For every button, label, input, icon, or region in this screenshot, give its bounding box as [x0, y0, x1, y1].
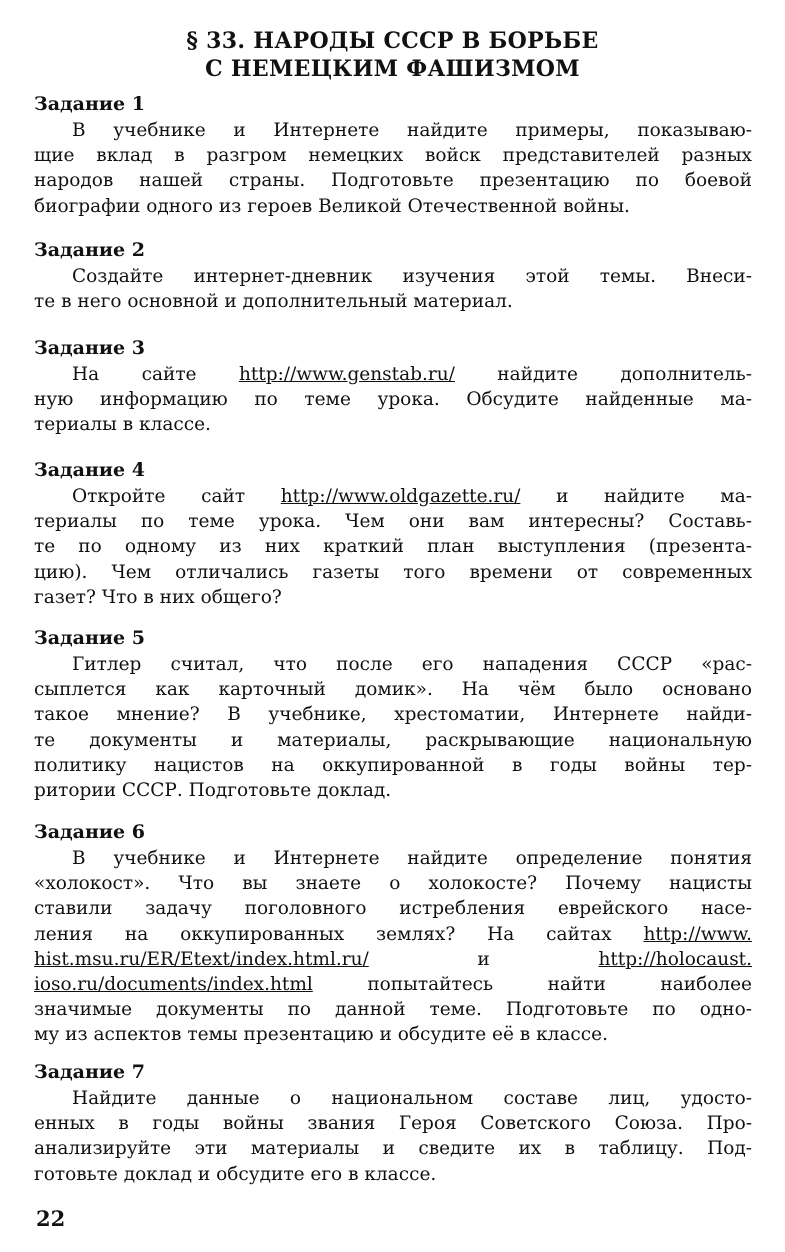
- text-line: значимые документы по данной теме. Подготовьте по одно-: [34, 999, 752, 1021]
- text-line: щие вклад в разгром немецких войск представителей разных: [34, 145, 752, 167]
- text-line: енных в годы войны звания Героя Советского Союза. Про-: [34, 1113, 752, 1135]
- task-4: [34, 458, 752, 610]
- text-fragment: найдите дополнитель-: [454, 364, 752, 385]
- section-title-line-1: § 33. НАРОДЫ СССР В БОРЬБЕ: [186, 28, 599, 54]
- text-line: [34, 362, 752, 387]
- text-line: В учебнике и Интернете найдите примеры, показываю-: [72, 120, 752, 141]
- text-line: [34, 484, 752, 509]
- genstab-link[interactable]: http://www.genstab.ru/: [238, 364, 455, 385]
- text-fragment: и найдите ма-: [520, 486, 752, 507]
- task-heading: Задание 1: [34, 93, 145, 115]
- text-line: [34, 922, 752, 947]
- text-line: биографии одного из героев Великой Отечественной войны.: [34, 195, 630, 217]
- task-text: [34, 118, 752, 219]
- task-6: [34, 820, 752, 1048]
- page-number: 22: [36, 1206, 66, 1231]
- task-heading: Задание 7: [34, 1061, 145, 1083]
- text-line: Гитлер считал, что после его нападения СССР «рас-: [72, 654, 752, 675]
- text-fragment: Откройте сайт: [72, 486, 281, 507]
- task-heading: Задание 2: [34, 239, 145, 261]
- holocaust-link[interactable]: http://holocaust.: [598, 948, 752, 970]
- text-line: народов нашей страны. Подготовьте презентацию по боевой: [34, 170, 752, 192]
- task-1: [34, 92, 752, 219]
- text-line: цию). Чем отличались газеты того времени от современных: [34, 561, 752, 583]
- text-line: ную информацию по теме урока. Обсудите найденные ма-: [34, 389, 752, 411]
- task-heading: Задание 3: [34, 337, 145, 359]
- hist-msu-link[interactable]: hist.msu.ru/ER/Etext/index.html.ru/: [34, 948, 369, 970]
- text-line: политику нацистов на оккупированной в годы войны тер-: [34, 754, 752, 776]
- task-heading: Задание 6: [34, 821, 145, 843]
- text-line: ставили задачу поголовного истребления еврейского насе-: [34, 898, 752, 920]
- task-heading: Задание 5: [34, 627, 145, 649]
- text-line: [34, 947, 752, 972]
- text-line: В учебнике и Интернете найдите определение понятия: [72, 848, 752, 869]
- task-text: [34, 264, 752, 314]
- task-text: [34, 1086, 752, 1187]
- task-text: [34, 362, 752, 438]
- holocaust-link[interactable]: ioso.ru/documents/index.html: [34, 974, 313, 996]
- text-line: Найдите данные о национальном составе лиц, удосто-: [72, 1088, 752, 1109]
- section-title-line-2: С НЕМЕЦКИМ ФАШИЗМОМ: [205, 56, 580, 82]
- task-text: [34, 652, 752, 803]
- task-5: [34, 626, 752, 803]
- text-line: такое мнение? В учебнике, хрестоматии, Интернете найди-: [34, 704, 752, 726]
- text-line: газет? Что в них общего?: [34, 586, 282, 608]
- hist-msu-link[interactable]: http://www.: [643, 923, 752, 945]
- task-text: [34, 846, 752, 1048]
- text-line: Создайте интернет-дневник изучения этой темы. Внеси-: [72, 266, 752, 287]
- task-7: [34, 1060, 752, 1187]
- text-line: анализируйте эти материалы и сведите их в таблицу. Под-: [34, 1138, 752, 1160]
- text-line: [34, 972, 752, 997]
- text-fragment: ления на оккупированных землях? На сайтах: [34, 923, 644, 945]
- text-line: «холокост». Что вы знаете о холокосте? Почему нацисты: [34, 873, 752, 895]
- text-line: сыплется как карточный домик». На чём было основано: [34, 679, 752, 701]
- text-line: териалы в классе.: [34, 414, 211, 436]
- text-line: те в него основной и дополнительный материал.: [34, 291, 513, 313]
- text-fragment: попытайтесь найти наиболее: [312, 974, 752, 996]
- oldgazette-link[interactable]: http://www.oldgazette.ru/: [280, 486, 521, 507]
- text-line: готовьте доклад и обсудите его в классе.: [34, 1163, 437, 1185]
- text-line: те по одному из них краткий план выступления (презента-: [34, 536, 752, 558]
- task-heading: Задание 4: [34, 459, 145, 481]
- text-fragment: На сайте: [72, 364, 239, 385]
- text-fragment: и: [477, 948, 490, 970]
- task-3: [34, 336, 752, 438]
- task-2: [34, 238, 752, 314]
- text-line: му из аспектов темы презентацию и обсудите её в классе.: [34, 1024, 608, 1046]
- text-line: те документы и материалы, раскрывающие национальную: [34, 729, 752, 751]
- task-text: [34, 484, 752, 610]
- text-line: териалы по теме урока. Чем они вам интересны? Составь-: [34, 511, 752, 533]
- text-line: ритории СССР. Подготовьте доклад.: [34, 780, 392, 802]
